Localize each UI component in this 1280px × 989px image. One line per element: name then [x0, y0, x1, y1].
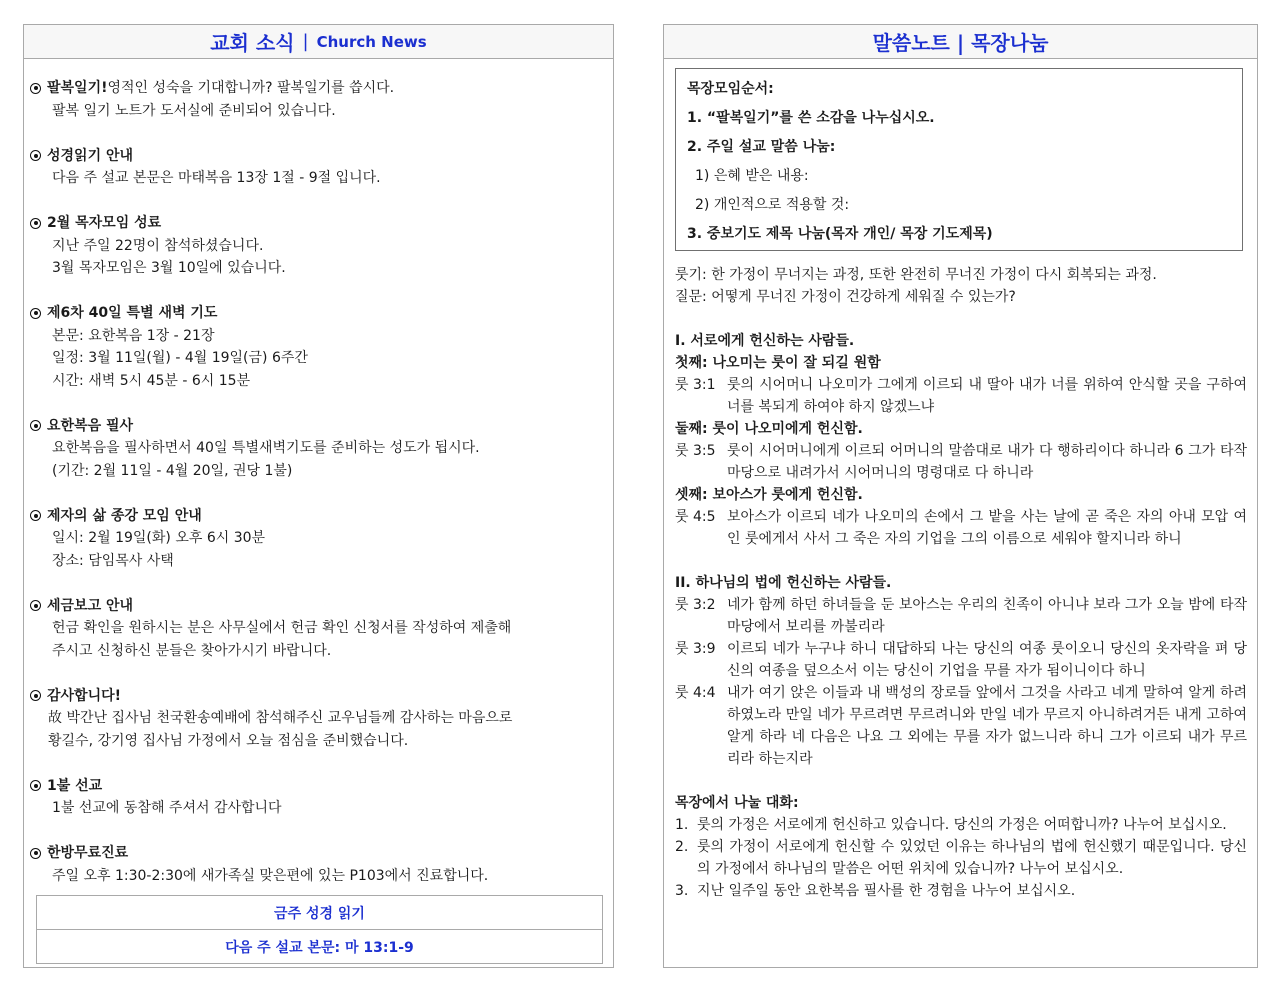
verse-ref: 룻 4:5 — [675, 509, 716, 525]
question-text: 룻의 가정은 서로에게 헌신하고 있습니다. 당신의 가정은 어떠합니까? 나누어 보십시오. — [697, 817, 1227, 833]
news-item-title: 세금보고 안내 — [47, 597, 134, 614]
meeting-order-step-3: 3. 중보기도 제목 나눔(목자 개인/ 목장 기도제목) — [687, 226, 993, 242]
verse-ruth-4-5 — [675, 506, 1247, 550]
verse-ref: 룻 3:9 — [675, 641, 716, 657]
news-item-disciple-closing — [30, 505, 607, 573]
news-item-line: 주시고 신청하신 분들은 찾아가시기 바랍니다. — [52, 642, 332, 659]
intro-ruth: 룻기: 한 가정이 무너지는 과정, 또한 완전히 무너진 가정이 다시 회복되는 과정. — [675, 267, 1157, 283]
news-item-title: 1불 선교 — [47, 777, 103, 794]
meeting-order-step-2b: 2) 개인적으로 적용할 것: — [695, 197, 850, 213]
sermon-note-panel — [663, 24, 1258, 968]
intro-question: 질문: 어떻게 무너진 가정이 건강하게 세워질 수 있는가? — [675, 289, 1016, 305]
sermon-note-title: 말씀노트 | 목장나눔 — [872, 31, 1049, 55]
news-item-one-dollar-mission — [30, 775, 607, 820]
news-item-title: 성경읽기 안내 — [47, 147, 134, 164]
verse-text: 이르되 네가 누구냐 하니 대답하되 나는 당신의 여종 룻이오니 당신의 옷자락을 펴 당신의 여종을 덮으소서 이는 당신이 기업을 무를 자가 됨이니이다 하니 — [727, 641, 1247, 679]
news-item-john-transcription — [30, 415, 607, 483]
news-item-line: 일정: 3월 11일(월) - 4월 19일(금) 6주간 — [52, 350, 308, 366]
news-item-dawn-prayer — [30, 302, 607, 392]
church-news-header — [24, 25, 613, 59]
news-item-title: 2월 목자모임 성료 — [47, 215, 162, 231]
target-bullet-icon — [30, 150, 41, 161]
question-text: 지난 일주일 동안 요한복음 필사를 한 경험을 나누어 보십시오. — [697, 883, 1076, 899]
target-bullet-icon — [30, 780, 41, 791]
meeting-order-step-2a: 1) 은혜 받은 내용: — [695, 168, 809, 184]
section-2-heading: II. 하나님의 법에 헌신하는 사람들. — [675, 575, 892, 591]
target-bullet-icon — [30, 308, 41, 319]
verse-ruth-3-9 — [675, 638, 1247, 682]
target-bullet-icon — [30, 420, 41, 431]
verse-ruth-3-1 — [675, 374, 1247, 418]
next-sermon-text: 다음 주 설교 본문: 마 13:1-9 — [37, 929, 602, 963]
meeting-order-step-2: 2. 주일 설교 말씀 나눔: — [687, 139, 836, 155]
section-1-point-3: 셋째: 보아스가 룻에게 헌신함. — [675, 487, 863, 503]
verse-ref: 룻 3:2 — [675, 597, 716, 613]
news-item-title: 요한복음 필사 — [47, 417, 134, 434]
discussion-question-1 — [675, 814, 1247, 836]
verse-ref: 룻 3:1 — [675, 377, 716, 393]
section-1-point-2: 둘째: 룻이 나오미에게 헌신함. — [675, 421, 863, 437]
sermon-body — [675, 264, 1247, 902]
news-item-shepherd-meeting — [30, 212, 607, 280]
verse-ruth-4-4 — [675, 682, 1247, 770]
news-item-line: 지난 주일 22명이 참석하셨습니다. — [52, 237, 264, 254]
target-bullet-icon — [30, 690, 41, 701]
news-item-palbok-diary — [30, 77, 607, 122]
discussion-question-2 — [675, 836, 1247, 880]
meeting-order-step-1: 1. “팔복일기”를 쓴 소감을 나누십시오. — [687, 110, 935, 126]
verse-text: 룻이 시어머니에게 이르되 어머니의 말씀대로 내가 다 행하리이다 하니라 6 그가 타작 마당으로 내려가서 시어머니의 명령대로 다 하니라 — [727, 443, 1247, 481]
news-item-line: 故 박간난 집사님 천국환송예배에 참석해주신 교우님들께 감사하는 마음으로 — [48, 710, 513, 726]
news-item-title: 제자의 삶 종강 모임 안내 — [47, 507, 202, 524]
section-1-point-1: 첫째: 나오미는 룻이 잘 되길 원함 — [675, 355, 881, 371]
news-item-title: 팔복일기! — [47, 80, 108, 96]
target-bullet-icon — [30, 510, 41, 521]
news-item-line: 장소: 담임목사 사택 — [52, 552, 174, 569]
discussion-heading: 목장에서 나눌 대화: — [675, 795, 799, 811]
church-news-subtitle: Church News — [316, 32, 427, 51]
news-item-title: 제6차 40일 특별 새벽 기도 — [47, 305, 218, 321]
verse-ref: 룻 4:4 — [675, 685, 716, 701]
church-news-panel — [23, 24, 614, 968]
target-bullet-icon — [30, 848, 41, 859]
news-item-line: (기간: 2월 11일 - 4월 20일, 권당 1불) — [52, 462, 293, 479]
news-item-bible-reading — [30, 145, 607, 190]
news-item-herbal-clinic — [30, 842, 607, 887]
meeting-order-box — [675, 68, 1243, 251]
verse-text: 보아스가 이르되 네가 나오미의 손에서 그 밭을 사는 날에 곧 죽은 자의 아내 모압 여인 룻에게서 사서 그 죽은 자의 기업을 그의 이름으로 세워야 할지니라 하니 — [727, 509, 1247, 547]
news-list — [30, 77, 607, 910]
verse-text: 룻의 시어머니 나오미가 그에게 이르되 내 딸아 내가 너를 위하여 안식할 곳을 구하여 너를 복되게 하여야 하지 않겠느냐 — [727, 377, 1247, 415]
target-bullet-icon — [30, 218, 41, 229]
news-item-title-rest: 영적인 성숙을 기대합니까? 팔복일기를 씁시다. — [107, 80, 395, 96]
news-item-line: 주일 오후 1:30-2:30에 새가족실 맞은편에 있는 P103에서 진료합니다. — [52, 867, 489, 884]
verse-ruth-3-2 — [675, 594, 1247, 638]
question-number: 1. — [675, 817, 689, 833]
question-text: 룻의 가정이 서로에게 헌신할 수 있었던 이유는 하나님의 법에 헌신했기 때문입니다. 당신의 가정에서 하나님의 말씀은 어떤 위치에 있습니까? 나누어 보십시오. — [697, 839, 1247, 877]
discussion-question-3 — [675, 880, 1247, 902]
news-item-title: 감사합니다! — [47, 687, 122, 704]
question-number: 3. — [675, 883, 689, 899]
news-item-line: 일시: 2월 19일(화) 오후 6시 30분 — [52, 530, 266, 546]
verse-ref: 룻 3:5 — [675, 443, 716, 459]
news-item-line: 1불 선교에 동참해 주셔서 감사합니다 — [52, 800, 282, 816]
news-item-line: 다음 주 설교 본문은 마태복음 13장 1절 - 9절 입니다. — [52, 170, 381, 186]
news-item-title: 한방무료진료 — [47, 845, 129, 861]
section-1-heading: I. 서로에게 헌신하는 사람들. — [675, 333, 855, 349]
title-separator: | — [302, 31, 309, 52]
news-item-line: 요한복음을 필사하면서 40일 특별새벽기도를 준비하는 성도가 됩시다. — [52, 440, 480, 456]
weekly-reading-title: 금주 성경 읽기 — [274, 905, 365, 922]
verse-ruth-3-5 — [675, 440, 1247, 484]
church-news-title: 교회 소식 — [210, 31, 295, 55]
news-item-line: 팔복 일기 노트가 도서실에 준비되어 있습니다. — [52, 102, 336, 119]
news-item-line: 본문: 요한복음 1장 - 21장 — [52, 327, 215, 344]
bible-reading-box — [36, 895, 603, 964]
sermon-note-header — [664, 25, 1257, 59]
verse-text: 네가 함께 하던 하녀들을 둔 보아스는 우리의 친족이 아니냐 보라 그가 오늘 밤에 타작 마당에서 보리를 까불리라 — [727, 597, 1247, 635]
verse-text: 내가 여기 앉은 이들과 내 백성의 장로들 앞에서 그것을 사라고 네게 말하여 알게 하려 하였노라 만일 네가 무르려면 무르려니와 만일 네가 무르지 아니하려거든 내게 고하여 알게 하라 네 다음은 나요 그 외에는 무를 자가 없느니라 하니 그가 이르되 내가 무르리라 하는지라 — [727, 685, 1247, 767]
news-item-line: 헌금 확인을 원하시는 분은 사무실에서 헌금 확인 신청서를 작성하여 제출해 — [52, 620, 512, 636]
target-bullet-icon — [30, 600, 41, 611]
news-item-thanks — [30, 685, 607, 753]
news-item-line: 3월 목자모임은 3월 10일에 있습니다. — [52, 260, 286, 276]
news-item-tax-report — [30, 595, 607, 663]
question-number: 2. — [675, 839, 689, 855]
news-item-line: 시간: 새벽 5시 45분 - 6시 15분 — [52, 372, 251, 389]
target-bullet-icon — [30, 83, 41, 94]
meeting-order-heading: 목장모임순서: — [687, 81, 774, 97]
news-item-line: 황길수, 강기영 집사님 가정에서 오늘 점심을 준비했습니다. — [48, 732, 409, 749]
